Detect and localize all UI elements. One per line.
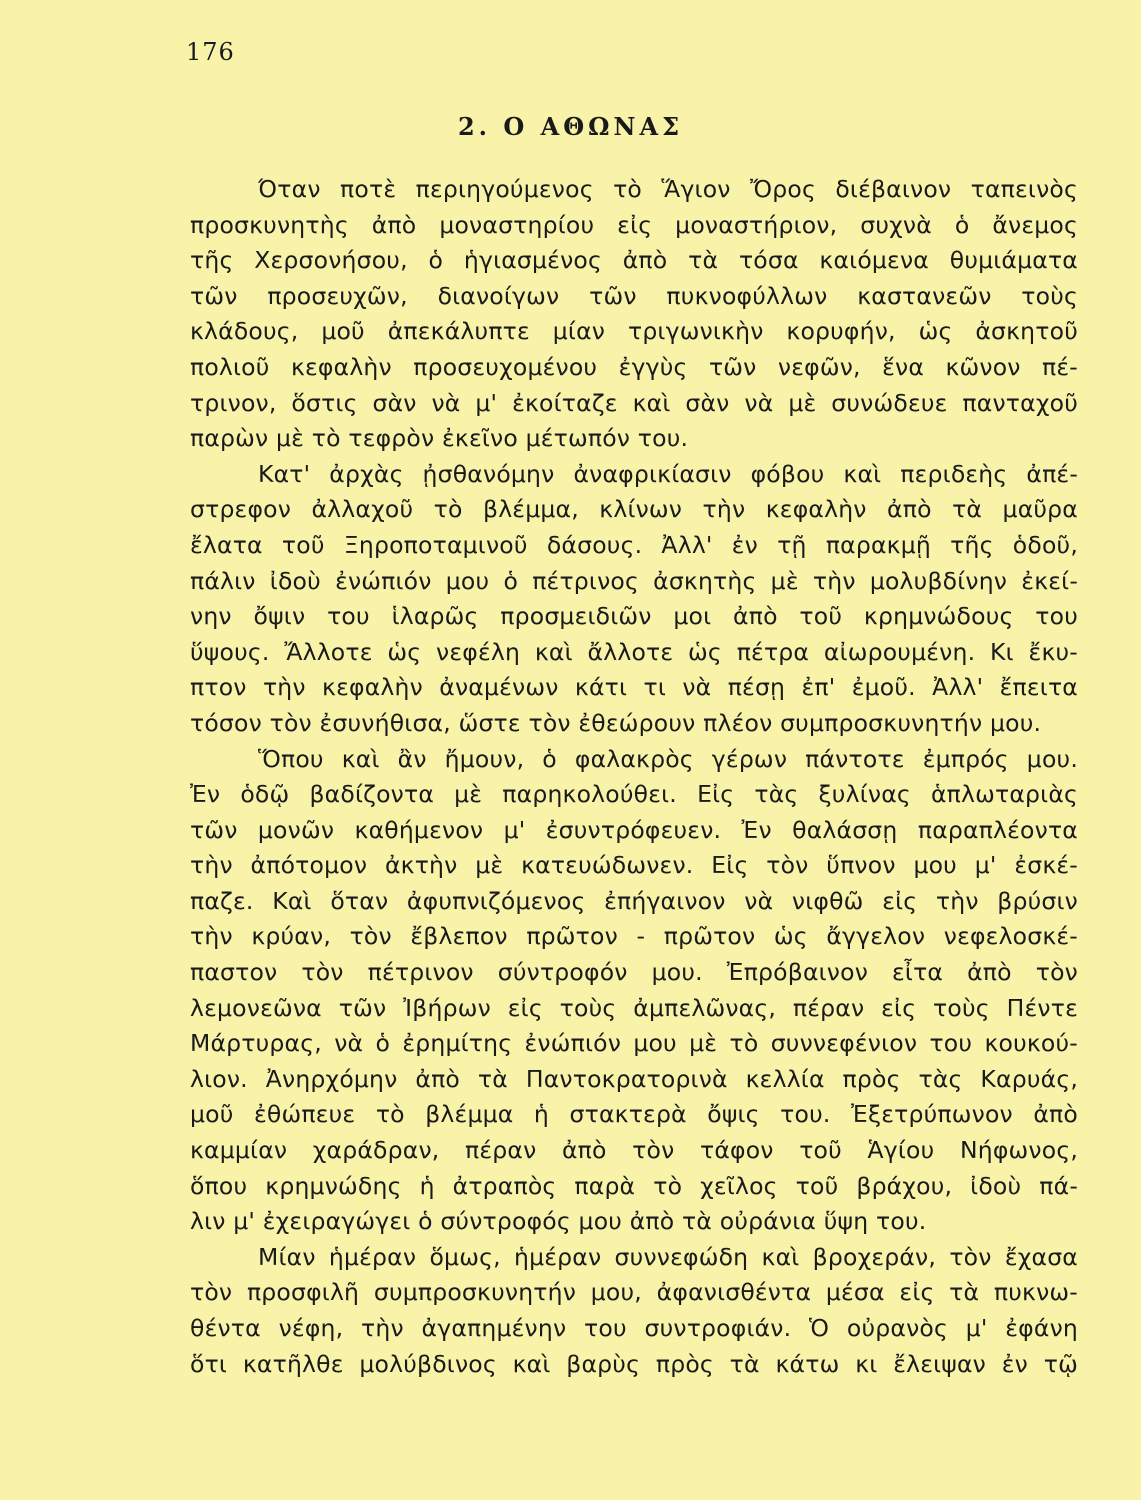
text-line: Ὅπου καὶ ἂν ἤμουν, ὁ φαλακρὸς γέρων πάντοτε ἐμπρός μου. — [258, 744, 1078, 773]
text-line: τὴν ἀπότομον ἀκτὴν μὲ κατευώδωνεν. Εἰς τὸν ὕπνον μου μ' ἐσκέ- — [190, 851, 1078, 880]
text-line: Όταν ποτὲ περιηγούμενος τὸ Ἅγιον Ὄρος διέβαινον ταπεινὸς — [258, 175, 1078, 203]
paragraph-3 — [190, 742, 1078, 1240]
text-line: πάλιν ἰδοὺ ἐνώπιόν μου ὁ πέτρινος ἀσκητὴς μὲ τὴν μολυβδίνην ἐκεί- — [190, 566, 1078, 595]
text-line: προσκυνητὴς ἀπὸ μοναστηρίου εἰς μοναστήριον, συχνὰ ὁ ἄνεμος — [190, 210, 1078, 239]
text-line: ὅτι κατῆλθε μολύβδινος καὶ βαρὺς πρὸς τὰ κάτω κι ἔλειψαν ἐν τῷ — [190, 1349, 1078, 1378]
text-line: λιον. Ἀνηρχόμην ἀπὸ τὰ Παντοκρατορινὰ κελλία πρὸς τὰς Καρυάς, — [190, 1064, 1078, 1093]
text-line: ἔλατα τοῦ Ξηροποταμινοῦ δάσους. Ἀλλ' ἐν τῇ παρακμῇ τῆς ὁδοῦ, — [190, 530, 1078, 559]
text-line: τὴν κρύαν, τὸν ἔβλεπον πρῶτον - πρῶτον ὡς ἄγγελον νεφελοσκέ- — [190, 922, 1078, 951]
text-line: στρεφον ἀλλαχοῦ τὸ βλέμμα, κλίνων τὴν κεφαλὴν ἀπὸ τὰ μαῦρα — [190, 495, 1078, 524]
text-line: ὕψους. Ἄλλοτε ὡς νεφέλη καὶ ἄλλοτε ὡς πέτρα αἰωρουμένη. Κι ἔκυ- — [190, 637, 1078, 666]
text-line: τῶν προσευχῶν, διανοίγων τῶν πυκνοφύλλων καστανεῶν τοὺς — [190, 281, 1078, 310]
page-number: 176 — [186, 38, 235, 66]
text-line: νην ὄψιν του ἱλαρῶς προσμειδιῶν μοι ἀπὸ τοῦ κρημνώδους του — [190, 602, 1078, 631]
text-line: τῶν μονῶν καθήμενον μ' ἐσυντρόφευεν. Ἐν θαλάσσῃ παραπλέοντα — [190, 815, 1078, 844]
text-line: Κατ' ἀρχὰς ᾐσθανόμην ἀναφρικίασιν φόβου καὶ περιδεὴς ἀπέ- — [258, 459, 1078, 488]
text-line: λεμονεῶνα τῶν Ἰβήρων εἰς τοὺς ἀμπελῶνας, πέραν εἰς τοὺς Πέντε — [190, 993, 1078, 1022]
paragraph-2 — [190, 457, 1078, 742]
text-line: Μάρτυρας, νὰ ὁ ἐρημίτης ἐνώπιόν μου μὲ τὸ συννεφένιον του κουκού- — [190, 1029, 1078, 1058]
paragraph-1 — [190, 172, 1078, 457]
text-line: τῆς Χερσονήσου, ὁ ἡγιασμένος ἀπὸ τὰ τόσα καιόμενα θυμιάματα — [190, 246, 1078, 275]
text-line: θέντα νέφη, τὴν ἀγαπημένην του συντροφιάν. Ὁ οὐρανὸς μ' ἐφάνη — [190, 1314, 1078, 1342]
text-line: καμμίαν χαράδραν, πέραν ἀπὸ τὸν τάφον τοῦ Ἁγίου Νήφωνος, — [190, 1136, 1078, 1165]
text-line: παζε. Καὶ ὅταν ἀφυπνιζόμενος ἐπήγαινον νὰ νιφθῶ εἰς τὴν βρύσιν — [190, 886, 1078, 915]
text-line: ὅπου κρημνώδης ἡ ἀτραπὸς παρὰ τὸ χεῖλος τοῦ βράχου, ἰδοὺ πά- — [190, 1171, 1078, 1200]
text-line: τὸν προσφιλῆ συμπροσκυνητήν μου, ἀφανισθέντα μέσα εἰς τὰ πυκνω- — [190, 1278, 1078, 1307]
text-line: Ἐν ὁδῷ βαδίζοντα μὲ παρηκολούθει. Εἰς τὰς ξυλίνας ἁπλωταριὰς — [190, 780, 1078, 809]
text-line: τρινον, ὅστις σὰν νὰ μ' ἐκοίταζε καὶ σὰν νὰ μὲ συνώδευε πανταχοῦ — [190, 388, 1078, 417]
text-line: παστον τὸν πέτρινον σύντροφόν μου. Ἐπρόβαινον εἶτα ἀπὸ τὸν — [190, 958, 1078, 987]
text-line: Μίαν ἡμέραν ὅμως, ἡμέραν συννεφώδη καὶ βροχεράν, τὸν ἔχασα — [258, 1242, 1078, 1271]
paragraph-4 — [190, 1240, 1078, 1382]
text-line: πτον τὴν κεφαλὴν ἀναμένων κάτι τι νὰ πέσῃ ἐπ' ἐμοῦ. Ἀλλ' ἔπειτα — [190, 673, 1078, 702]
text-line: μοῦ ἐθώπευε τὸ βλέμμα ἡ στακτερὰ ὄψις του. Ἐξετρύπωνον ἀπὸ — [190, 1100, 1078, 1129]
text-line: τόσον τὸν ἐσυνήθισα, ὥστε τὸν ἐθεώρουν πλέον συμπροσκυνητήν μου. — [190, 708, 1042, 737]
text-line: κλάδους, μοῦ ἀπεκάλυπτε μίαν τριγωνικὴν κορυφήν, ὡς ἀσκητοῦ — [190, 317, 1078, 346]
text-line: λιν μ' ἐχειραγώγει ὁ σύντροφός μου ἀπὸ τὰ οὐράνια ὕψη του. — [190, 1207, 927, 1236]
text-line: παρὼν μὲ τὸ τεφρὸν ἐκεῖνο μέτωπόν του. — [190, 424, 689, 453]
body-text — [190, 172, 1078, 1382]
chapter-title: 2. Ο ΑΘΩΝΑΣ — [457, 112, 684, 141]
text-line: πολιοῦ κεφαλὴν προσευχομένου ἐγγὺς τῶν νεφῶν, ἕνα κῶνον πέ- — [190, 352, 1078, 381]
